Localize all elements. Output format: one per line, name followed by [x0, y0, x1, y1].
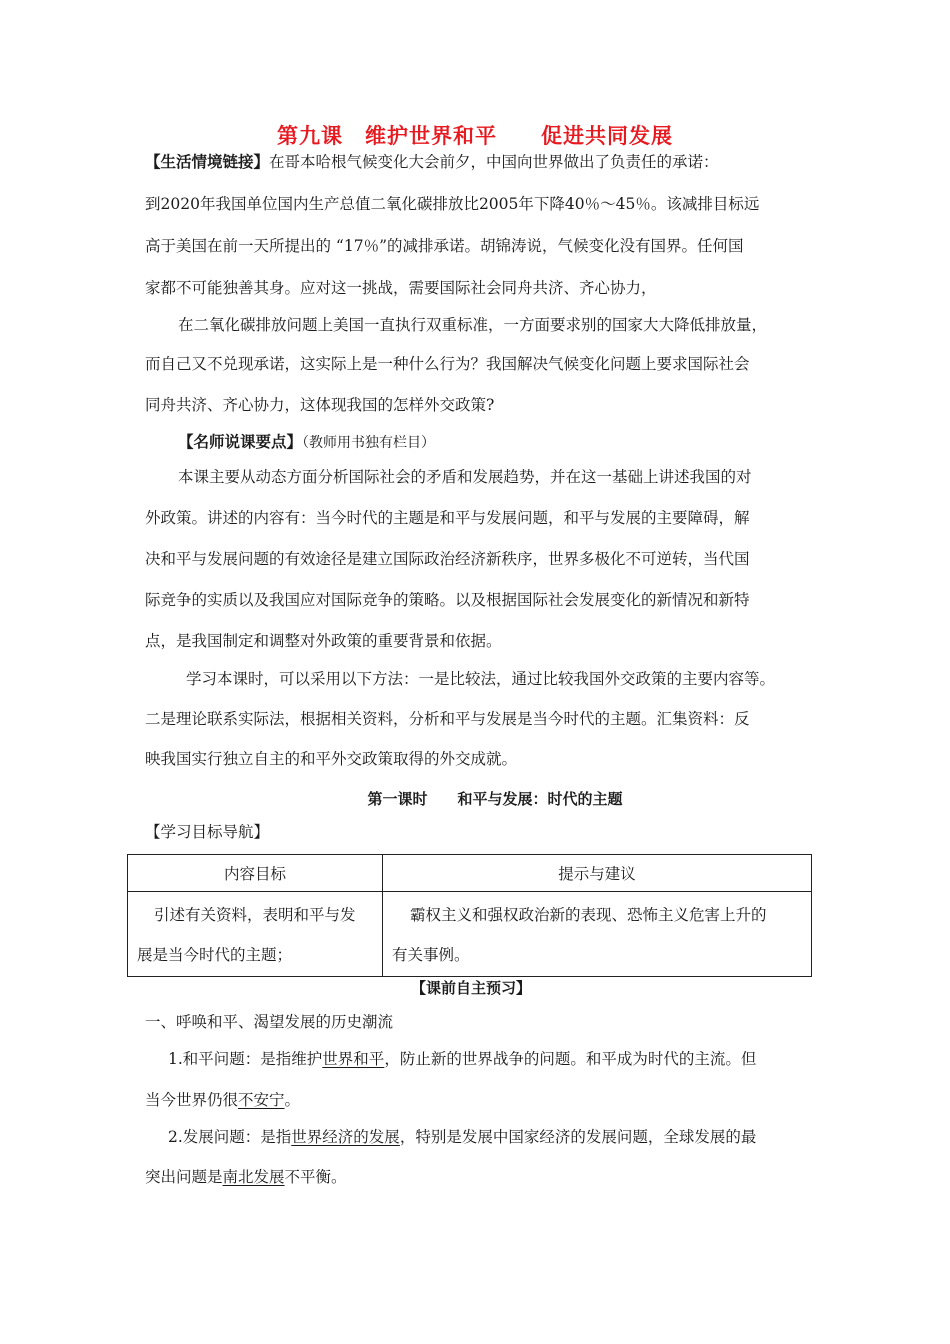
context-line-2: 到2020年我国单位国内生产总值二氧化碳排放比2005年下降40％～45％。该减排目标远 [145, 195, 760, 213]
p2-text-a: 2.发展问题：是指 [168, 1128, 292, 1146]
keypoints-line-1: 本课主要从动态方面分析国际社会的矛盾和发展趋势，并在这一基础上讲述我国的对 [178, 468, 752, 486]
keypoints-line-2: 外政策。讲述的内容有：当今时代的主题是和平与发展问题，和平与发展的主要障碍，解 [145, 509, 750, 527]
context-line-4: 家都不可能独善其身。应对这一挑战，需要国际社会同舟共济、齐心协力， [145, 279, 657, 297]
goals-col2-header: 提示与建议 [383, 855, 812, 892]
goals-heading: 【学习目标导航】 [145, 823, 270, 841]
preview-p2-line-1 [168, 1127, 756, 1147]
goals-col2-cell [383, 892, 812, 977]
context-line-3: 高于美国在前一天所提出的 “17％”的减排承诺。胡锦涛说，气候变化没有国界。任何国 [145, 237, 744, 255]
goals-table-header-row [128, 855, 812, 892]
p1-text-c: 当今世界仍很 [145, 1091, 239, 1109]
goals-col2-line-2: 有关事例。 [392, 946, 470, 964]
keypoints-note: （教师用书独有栏目） [302, 435, 436, 451]
preview-p1-line-2 [145, 1090, 300, 1110]
p1-text-b: ，防止新的世界战争的问题。和平成为时代的主流。但 [384, 1050, 757, 1068]
goals-table [127, 854, 812, 977]
context-heading: 【生活情境链接】 [145, 153, 270, 171]
preview-p2-line-2 [145, 1167, 347, 1187]
blank-world-economy: 世界经济的发展 [291, 1128, 400, 1146]
keypoints-line-6: 学习本课时，可以采用以下方法：一是比较法，通过比较我国外交政策的主要内容等。 [186, 670, 776, 688]
keypoints-line-3: 决和平与发展问题的有效途径是建立国际政治经济新秩序，世界多极化不可逆转，当代国 [145, 550, 750, 568]
keypoints-line-7: 二是理论联系实际法，根据相关资料，分析和平与发展是当今时代的主题。汇集资料：反 [145, 710, 750, 728]
goals-col1-line-2: 展是当今时代的主题； [137, 946, 293, 964]
p2-text-b: ，特别是发展中国家经济的发展问题，全球发展的最 [399, 1128, 757, 1146]
keypoints-heading-line [178, 432, 435, 453]
p2-text-d: 不平衡。 [284, 1168, 347, 1186]
context-line-5: 在二氧化碳排放问题上美国一直执行双重标准，一方面要求别的国家大大降低排放量， [178, 316, 768, 334]
goals-col1-cell [128, 892, 383, 977]
blank-world-peace: 世界和平 [322, 1050, 385, 1068]
goals-col1-line-1: 引述有关资料，表明和平与发 [154, 906, 356, 924]
context-line-1 [145, 152, 719, 172]
keypoints-line-4: 际竞争的实质以及我国应对国际竞争的策略。以及根据国际社会发展变化的新情况和新特 [145, 591, 750, 609]
goals-table-row [128, 892, 812, 977]
blank-north-south: 南北发展 [222, 1168, 285, 1186]
keypoints-line-8: 映我国实行独立自主的和平外交政策取得的外交成就。 [145, 750, 518, 768]
context-line-6: 而自己又不兑现承诺，这实际上是一种什么行为？我国解决气候变化问题上要求国际社会 [145, 355, 750, 373]
p1-text-a: 1.和平问题：是指维护 [168, 1050, 323, 1068]
blank-unrest: 不安宁 [238, 1091, 285, 1109]
keypoints-heading: 【名师说课要点】 [178, 433, 303, 451]
lesson-title: 第一课时 和平与发展：时代的主题 [367, 790, 623, 808]
goals-col1-header: 内容目标 [128, 855, 383, 892]
preview-section-1: 一、呼唤和平、渴望发展的历史潮流 [145, 1013, 394, 1031]
preview-p1-line-1 [168, 1049, 756, 1069]
p2-text-c: 突出问题是 [145, 1168, 223, 1186]
p1-text-d: 。 [284, 1091, 301, 1109]
preview-heading: 【课前自主预习】 [410, 979, 531, 997]
context-text: 在哥本哈根气候变化大会前夕，中国向世界做出了负责任的承诺： [269, 153, 719, 171]
page-title: 第九课 维护世界和平 促进共同发展 [277, 124, 673, 148]
keypoints-line-5: 点，是我国制定和调整对外政策的重要背景和依据。 [145, 632, 502, 650]
context-line-7: 同舟共济、齐心协力，这体现我国的怎样外交政策? [145, 396, 495, 414]
goals-col2-line-1: 霸权主义和强权政治新的表现、恐怖主义危害上升的 [410, 906, 767, 924]
